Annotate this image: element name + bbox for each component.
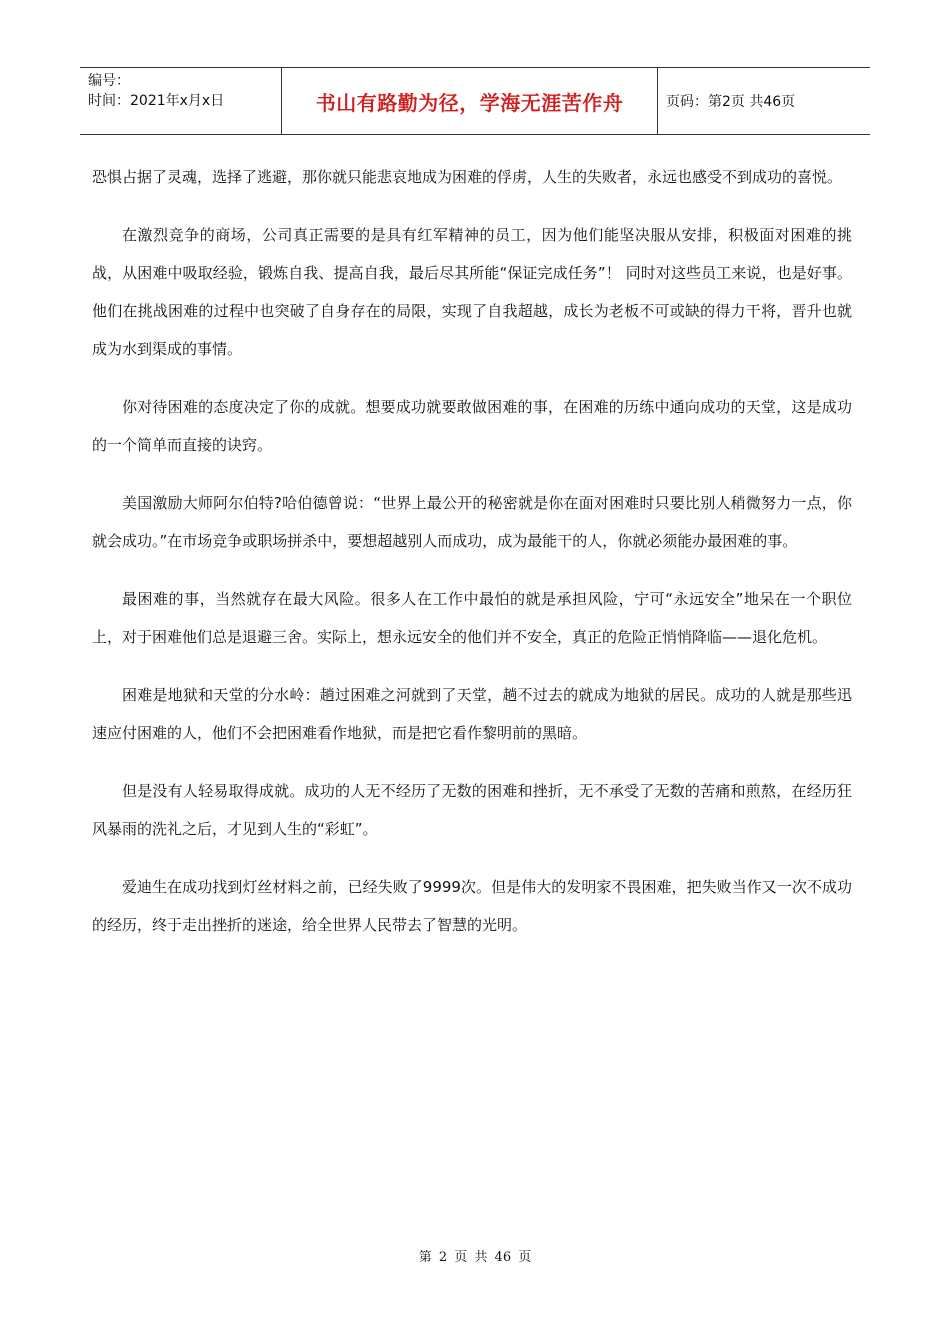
header-motto: 书山有路勤为径，学海无涯苦作舟 <box>282 68 658 134</box>
paragraph: 你对待困难的态度决定了你的成就。想要成功就要敢做困难的事，在困难的历练中通向成功的天堂，这是成功的一个简单而直接的诀窍。 <box>92 398 852 454</box>
date-label: 时间：2021年x月x日 <box>88 93 225 109</box>
document-body <box>92 158 852 964</box>
serial-number-label: 编号： <box>88 73 130 89</box>
page-footer: 第 2 页 共 46 页 <box>418 1250 532 1265</box>
paragraph: 美国激励大师阿尔伯特?哈伯德曾说：“世界上最公开的秘密就是你在面对困难时只要比别人稍微努力一点，你就会成功。”在市场竞争或职场拼杀中，要想超越别人而成功，成为最能干的人，你就必须能办最困难的事。 <box>92 494 852 550</box>
header-page-info: 页码：第2页 共46页 <box>666 94 796 110</box>
paragraph: 在激烈竞争的商场，公司真正需要的是具有红军精神的员工，因为他们能坚决服从安排，积极面对困难的挑战，从困难中吸取经验，锻炼自我、提高自我，最后尽其所能“保证完成任务”！ 同时对这些员工来说，也是好事。他们在挑战困难的过程中也突破了自身存在的局限，实现了自我超越，成长为老板不可或缺的得力干将，晋升也就成为水到渠成的事情。 <box>92 226 852 358</box>
paragraph: 最困难的事，当然就存在最大风险。很多人在工作中最怕的就是承担风险，宁可“永远安全”地呆在一个职位上，对于困难他们总是退避三舍。实际上，想永远安全的他们并不安全，真正的危险正悄悄降临——退化危机。 <box>92 590 852 646</box>
paragraph: 爱迪生在成功找到灯丝材料之前，已经失败了9999次。但是伟大的发明家不畏困难，把失败当作又一次不成功的经历，终于走出挫折的迷途，给全世界人民带去了智慧的光明。 <box>92 878 852 934</box>
header-meta <box>80 68 282 134</box>
paragraph: 困难是地狱和天堂的分水岭：趟过困难之河就到了天堂，趟不过去的就成为地狱的居民。成功的人就是那些迅速应付困难的人，他们不会把困难看作地狱，而是把它看作黎明前的黑暗。 <box>92 686 852 742</box>
paragraph: 恐惧占据了灵魂，选择了逃避，那你就只能悲哀地成为困难的俘虏，人生的失败者，永远也感受不到成功的喜悦。 <box>92 168 843 186</box>
paragraph: 但是没有人轻易取得成就。成功的人无不经历了无数的困难和挫折，无不承受了无数的苦痛和煎熬，在经历狂风暴雨的洗礼之后，才见到人生的“彩虹”。 <box>92 782 852 838</box>
document-header <box>80 67 870 135</box>
